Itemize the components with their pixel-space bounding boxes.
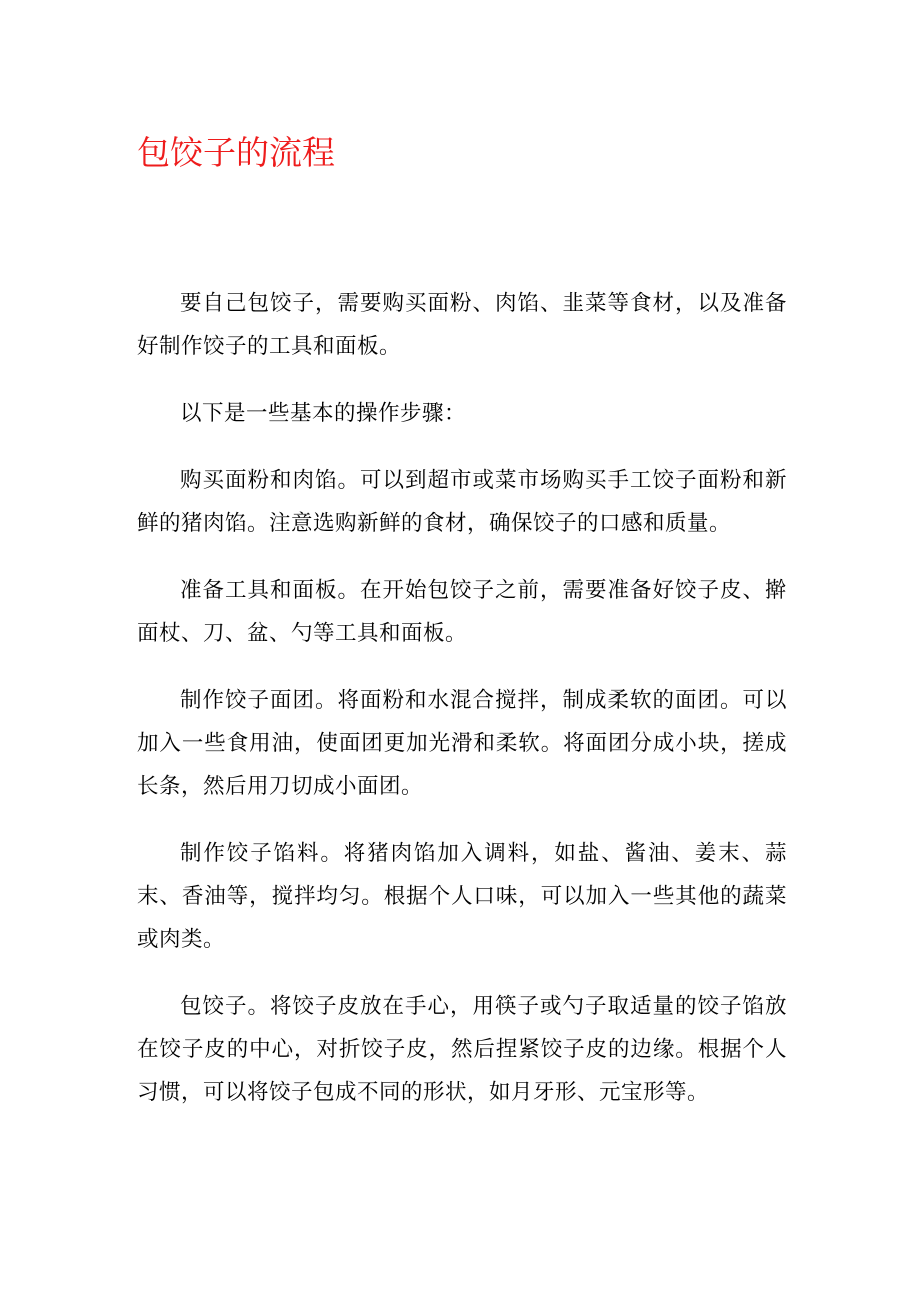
document-title: 包饺子的流程 [137, 133, 335, 172]
paragraph-intro: 要自己包饺子，需要购买面粉、肉馅、韭菜等食材，以及准备好制作饺子的工具和面板。 [137, 291, 787, 359]
paragraph-step-buy: 购买面粉和肉馅。可以到超市或菜市场购买手工饺子面粉和新鲜的猪肉馅。注意选购新鲜的食材，确保饺子的口感和质量。 [137, 468, 787, 536]
paragraph-step-wrap: 包饺子。将饺子皮放在手心，用筷子或勺子取适量的饺子馅放在饺子皮的中心，对折饺子皮，然后捏紧饺子皮的边缘。根据个人习惯，可以将饺子包成不同的形状，如月牙形、元宝形等。 [137, 994, 787, 1105]
paragraph-step-dough: 制作饺子面团。将面粉和水混合搅拌，制成柔软的面团。可以加入一些食用油，使面团更加光滑和柔软。将面团分成小块，搓成长条，然后用刀切成小面团。 [137, 688, 787, 799]
paragraph-steps-heading: 以下是一些基本的操作步骤： [180, 401, 467, 426]
document-body [137, 282, 787, 1138]
paragraph-step-filling: 制作饺子馅料。将猪肉馅加入调料，如盐、酱油、姜末、蒜末、香油等，搅拌均匀。根据个人口味，可以加入一些其他的蔬菜或肉类。 [137, 841, 787, 952]
paragraph-step-tools: 准备工具和面板。在开始包饺子之前，需要准备好饺子皮、擀面杖、刀、盆、勺等工具和面板。 [137, 578, 787, 646]
